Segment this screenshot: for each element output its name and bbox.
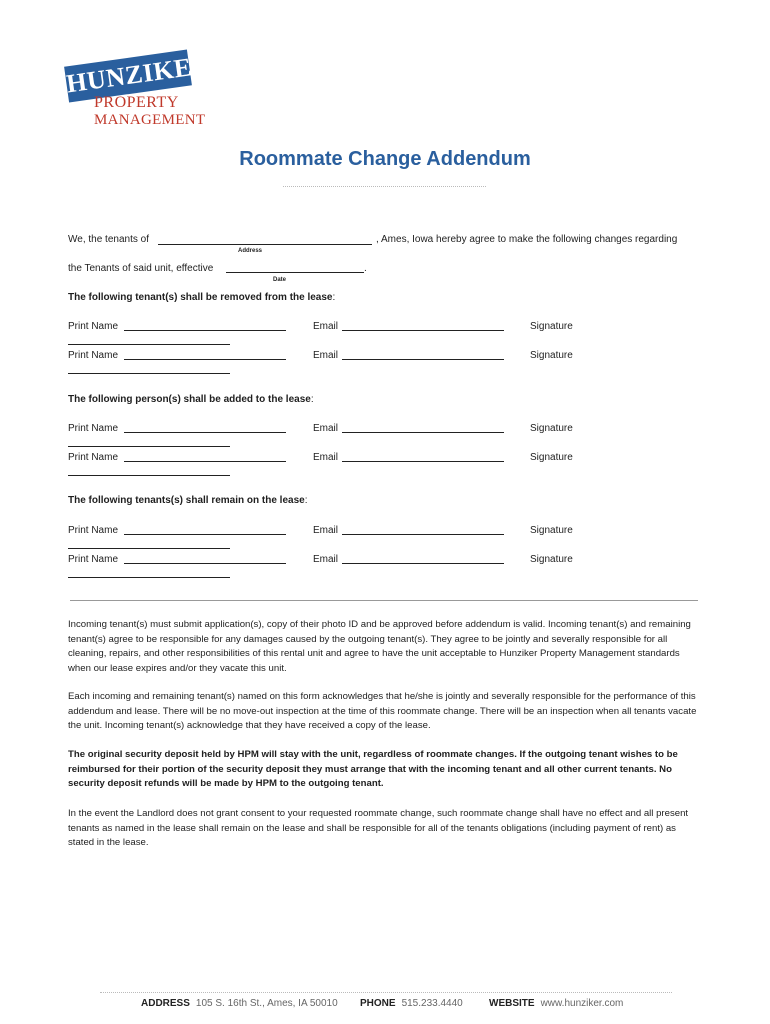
signature-field[interactable] — [68, 475, 230, 476]
print-name-label: Print Name — [68, 554, 119, 565]
print-name-label: Print Name — [68, 452, 119, 463]
terms-paragraph-1: Incoming tenant(s) must submit application(s), copy of their photo ID and be approved before addendum is valid. Incoming tenant(s) and remaining tenant(s) agree to be responsible for any damages caused by the outgoing tenant(s). They agree to be jointly and severally responsible for all cleaning, repairs, and other responsibilities of this rental unit and agree to have the unit acceptable to Hunziker Property Management standards when our lease expires and/or they vacate this unit. — [68, 619, 691, 674]
email-field[interactable] — [342, 563, 504, 564]
email-label: Email — [313, 321, 339, 332]
deposit-paragraph: The original security deposit held by HPM will stay with the unit, regardless of roommate changes. If the outgoing tenant wishes to be reimbursed for their portion of the security deposit they must arrange that with the incoming tenant and all other current tenants. No security deposit refunds will be made by HPM to the outgoing tenant. — [68, 749, 678, 789]
address-field[interactable] — [158, 244, 372, 245]
signature-label: Signature — [530, 525, 573, 536]
logo-hunziker-text: HUNZIKER — [64, 50, 192, 103]
company-logo — [64, 49, 213, 136]
email-label: Email — [313, 423, 339, 434]
title-divider — [283, 186, 486, 187]
effective-prefix: the Tenants of said unit, effective — [68, 263, 214, 274]
print-name-label: Print Name — [68, 423, 119, 434]
footer-divider — [100, 992, 672, 993]
email-field[interactable] — [342, 359, 504, 360]
email-field[interactable] — [342, 330, 504, 331]
signature-label: Signature — [530, 350, 573, 361]
print-name-field[interactable] — [124, 432, 286, 433]
print-name-field[interactable] — [124, 461, 286, 462]
print-name-field[interactable] — [124, 330, 286, 331]
email-field[interactable] — [342, 461, 504, 462]
section-removed-heading: The following tenant(s) shall be removed from the lease: — [68, 292, 336, 303]
email-label: Email — [313, 554, 339, 565]
print-name-label: Print Name — [68, 525, 119, 536]
print-name-field[interactable] — [124, 563, 286, 564]
print-name-label: Print Name — [68, 321, 119, 332]
date-caption: Date — [273, 277, 287, 283]
email-label: Email — [313, 452, 339, 463]
address-caption: Address — [238, 248, 263, 254]
intro-prefix: We, the tenants of — [68, 234, 149, 245]
signature-label: Signature — [530, 452, 573, 463]
email-label: Email — [313, 350, 339, 361]
email-field[interactable] — [342, 432, 504, 433]
effective-date-field[interactable] — [226, 272, 364, 273]
footer-address: ADDRESS 105 S. 16th St., Ames, IA 50010 — [141, 998, 338, 1009]
email-field[interactable] — [342, 534, 504, 535]
logo-management-text: MANAGEMENT — [94, 112, 206, 128]
logo-property-text: PROPERTY — [94, 94, 179, 111]
consent-paragraph: In the event the Landlord does not grant consent to your requested roommate change, such roommate change shall have no effect and all present tenants as named in the lease shall remain on the lease and shall be responsible for all of the tenants obligations (including payment of rent) as stated in the lease. — [68, 808, 689, 848]
effective-suffix: . — [364, 263, 367, 274]
signature-label: Signature — [530, 321, 573, 332]
footer-phone: PHONE 515.233.4440 — [360, 998, 463, 1009]
signature-field[interactable] — [68, 577, 230, 578]
signature-field[interactable] — [68, 344, 230, 345]
document-title: Roommate Change Addendum — [239, 148, 531, 170]
terms-paragraph-2: Each incoming and remaining tenant(s) named on this form acknowledges that he/she is jointly and severally responsible for the performance of this addendum and lease. There will be no move-out inspection at the time of this roommate change. There will be an inspection when all tenants vacate the unit. Incoming tenant(s) acknowledge that they have received a copy of the lease. — [68, 691, 697, 731]
signature-field[interactable] — [68, 373, 230, 374]
section-remain-heading: The following tenants(s) shall remain on the lease: — [68, 495, 308, 506]
signature-label: Signature — [530, 423, 573, 434]
print-name-field[interactable] — [124, 359, 286, 360]
print-name-label: Print Name — [68, 350, 119, 361]
signature-field[interactable] — [68, 446, 230, 447]
email-label: Email — [313, 525, 339, 536]
footer-website[interactable]: WEBSITE www.hunziker.com — [489, 998, 624, 1009]
section-added-heading: The following person(s) shall be added to the lease: — [68, 394, 314, 405]
signature-field[interactable] — [68, 548, 230, 549]
section-divider — [70, 600, 698, 601]
intro-suffix: , Ames, Iowa hereby agree to make the following changes regarding — [376, 234, 678, 245]
signature-label: Signature — [530, 554, 573, 565]
print-name-field[interactable] — [124, 534, 286, 535]
